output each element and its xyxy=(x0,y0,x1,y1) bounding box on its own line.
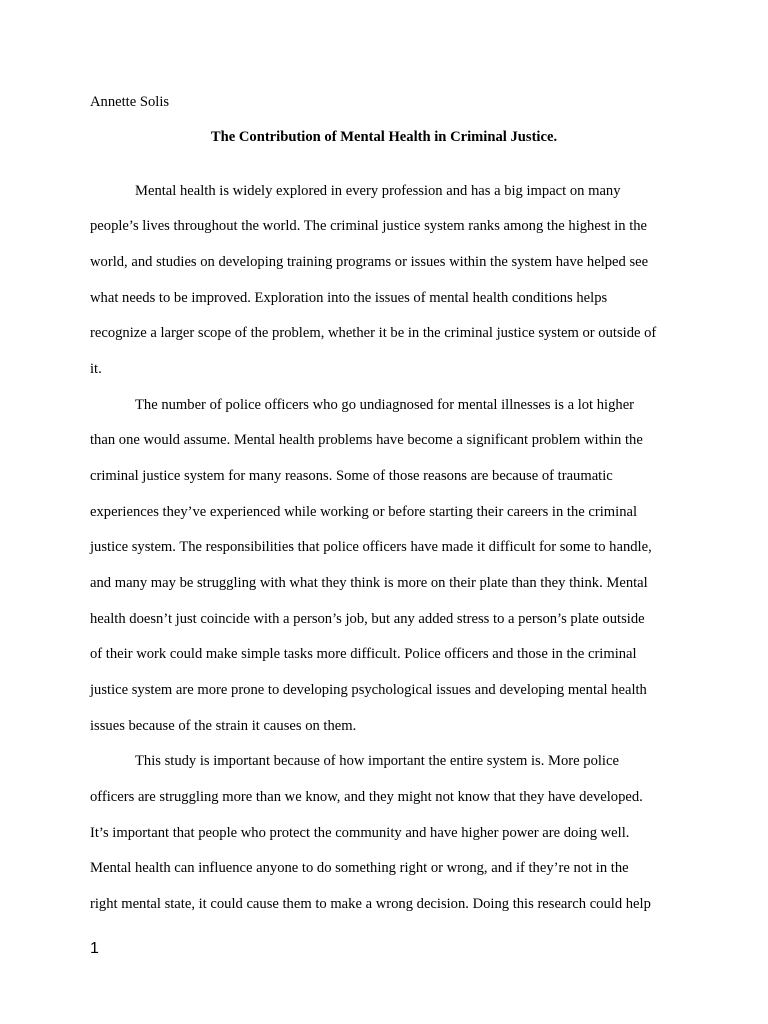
paragraph-line: health doesn’t just coincide with a person’s job, but any added stress to a person’s plate outside xyxy=(90,611,645,627)
paragraph-line: than one would assume. Mental health problems have become a significant problem within the xyxy=(90,432,643,448)
page-number: 1 xyxy=(90,940,99,957)
author-name: Annette Solis xyxy=(90,94,170,110)
paragraph-line: This study is important because of how important the entire system is. More police xyxy=(135,753,619,769)
paragraph-line: issues because of the strain it causes on them. xyxy=(90,718,357,734)
paragraph-line: Mental health is widely explored in every profession and has a big impact on many xyxy=(135,183,621,199)
paragraph-line: The number of police officers who go undiagnosed for mental illnesses is a lot higher xyxy=(135,397,635,413)
paragraph-line: world, and studies on developing training programs or issues within the system have helped see xyxy=(90,254,649,270)
paragraph-line: right mental state, it could cause them to make a wrong decision. Doing this research could help xyxy=(90,896,651,912)
paragraph-line: It’s important that people who protect the community and have higher power are doing well. xyxy=(90,825,630,841)
document-title: The Contribution of Mental Health in Criminal Justice. xyxy=(210,129,558,145)
paragraph-line: recognize a larger scope of the problem, whether it be in the criminal justice system or outside of xyxy=(90,325,657,341)
paragraph-line: of their work could make simple tasks more difficult. Police officers and those in the criminal xyxy=(90,646,637,662)
paragraph-line: justice system are more prone to developing psychological issues and developing mental health xyxy=(90,682,647,698)
paragraph-line: Mental health can influence anyone to do something right or wrong, and if they’re not in the xyxy=(90,860,629,876)
paragraph-line: and many may be struggling with what they think is more on their plate than they think. Mental xyxy=(90,575,648,591)
paragraph-line: it. xyxy=(90,361,102,377)
paragraph-line: justice system. The responsibilities that police officers have made it difficult for some to handle, xyxy=(90,539,652,555)
paragraph-line: experiences they’ve experienced while working or before starting their careers in the criminal xyxy=(90,504,638,520)
paragraph-line: people’s lives throughout the world. The criminal justice system ranks among the highest in the xyxy=(90,218,648,234)
paragraph-line: what needs to be improved. Exploration into the issues of mental health conditions helps xyxy=(90,290,608,306)
paragraph-line: officers are struggling more than we know, and they might not know that they have developed. xyxy=(90,789,643,805)
paragraph-line: criminal justice system for many reasons. Some of those reasons are because of traumatic xyxy=(90,468,613,484)
